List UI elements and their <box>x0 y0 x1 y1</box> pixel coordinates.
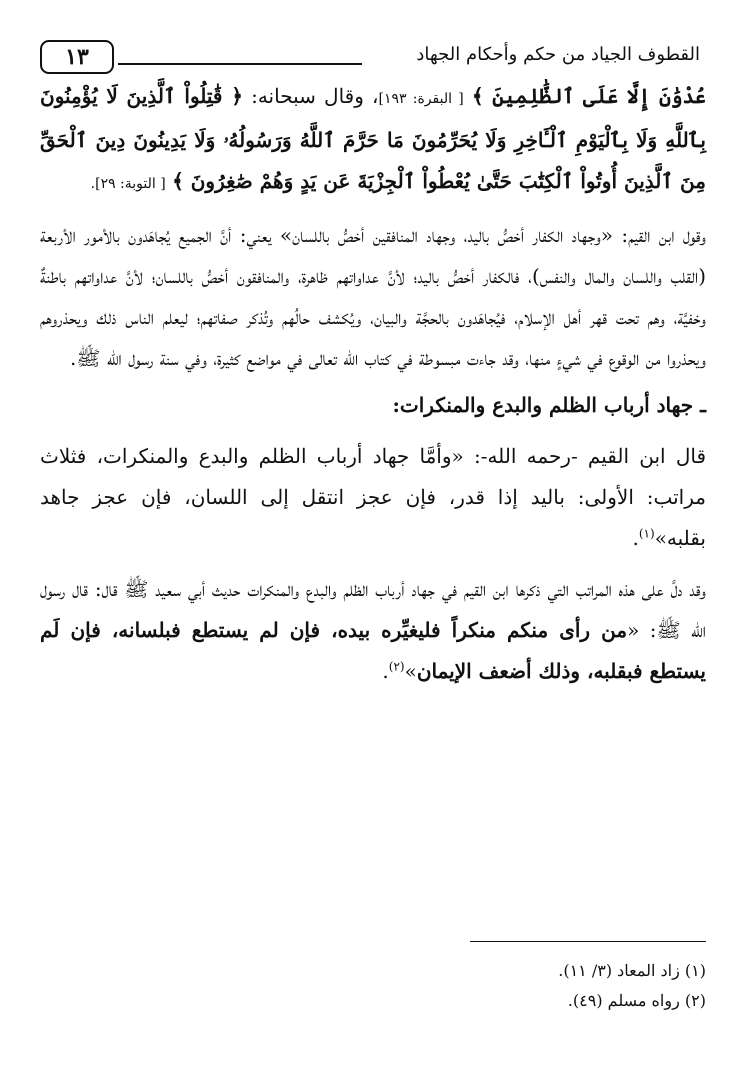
section-heading: ـ جهاد أرباب الظلم والبدع والمنكرات: <box>392 393 706 417</box>
period: . <box>632 526 639 550</box>
citation-baqarah: [ البقرة: ١٩٣] <box>378 91 464 107</box>
hadith-text: من رأى منكم منكراً فليغيِّره بيده، فإن لم يستطع فبلسانه، فإن لَم يستطع فبقلبه، وذلك أضعف الإيمان <box>40 618 706 683</box>
book-title: القطوف الجياد من حكم وأحكام الجهاد <box>416 44 700 65</box>
ibn-qayyim-quote: قال ابن القيم -رحمه الله-: «وأمَّا جهاد أرباب الظلم والبدع والمنكرات، فثلاث مراتب: الأولى: باليد إذا قدر، فإن عجز انتقل إلى اللسان، فإن عجز جاهد بقلبه» <box>40 444 706 550</box>
footnote-ref-2[interactable]: (٢) <box>388 659 405 674</box>
header-rule <box>118 63 362 65</box>
page-number: ١٣ <box>65 44 89 70</box>
footnote-1: (١) زاد المعاد (٣/ ١١). <box>558 961 706 980</box>
quran-verse-baqarah: عُدْوَٰنَ إِلَّا عَلَى ٱلظَّٰلِمِينَ ﴾ <box>471 84 706 108</box>
quran-paragraph <box>40 76 706 205</box>
page-number-box <box>40 40 114 74</box>
footnote-separator <box>470 941 706 942</box>
footnote-ref-1[interactable]: (١) <box>638 526 655 541</box>
page <box>40 30 706 1070</box>
connector-text: ، وقال سبحانه: <box>242 84 379 108</box>
footnote-2: (٢) رواه مسلم (٤٩). <box>567 991 706 1010</box>
main-text <box>40 76 706 692</box>
quran-verse-tawbah: ﴿ قَٰتِلُواْ ٱلَّذِينَ لَا يُؤْمِنُونَ بِٱللَّهِ وَلَا بِٱلْيَوْمِ ٱلْـَٔاخِرِ وَلَا يُحَرِّمُونَ مَا حَرَّمَ ٱللَّهُ وَرَسُولُهُۥ وَلَا يَدِينُونَ دِينَ ٱلْحَقِّ مِنَ ٱلَّذِينَ أُوتُواْ ٱلْكِتَٰبَ حَتَّىٰ يُعْطُواْ ٱلْجِزْيَةَ عَن يَدٍ وَهُمْ صَٰغِرُونَ ﴾ <box>40 84 706 193</box>
hadith-paragraph <box>40 569 706 692</box>
hadith-intro: وقد دلَّ على هذه المراتب التي ذكرها ابن القيم في جهاد أرباب الظلم والبدع والمنكرات حديث أبي سعيد ﷺ قال: قال رسول الله ﷺ: « <box>40 577 707 642</box>
running-header <box>40 30 706 76</box>
period: . <box>382 659 389 683</box>
ibn-qayyim-quote-paragraph <box>40 436 706 559</box>
explanation-paragraph: وقول ابن القيم: «وجهاد الكفار أخصُّ باليد، وجهاد المنافقين أخصُّ باللسان» يعني: أنَّ الجميع يُجاهَدون بالأمور الأربعة (القلب واللسان والمال والنفس)، فالكفار أخصُّ باليد؛ لأنَّ عداواتهم ظاهرة، والمنافقون أخصُّ باللسان؛ لأنَّ عداواتهم باطنةٌ وخفيَّة، وهم تحت قهر أهل الإسلام، فيُجاهَدون بالحجَّة والبيان، ويُكشف حالُهم وتُذكر صفاتهم؛ ليعلم الناس ذلك ويحذروهم ويحذروا من الوقوع في شيءٍ منها، وقد جاءت مبسوطة في كتاب الله تعالى في مواضع كثيرة، وفي سنة رسول الله ﷺ. <box>40 223 706 370</box>
quote-close: » <box>404 659 417 683</box>
citation-tawbah: [ التوبة: ٢٩]. <box>90 176 166 192</box>
footnotes <box>40 956 706 1016</box>
